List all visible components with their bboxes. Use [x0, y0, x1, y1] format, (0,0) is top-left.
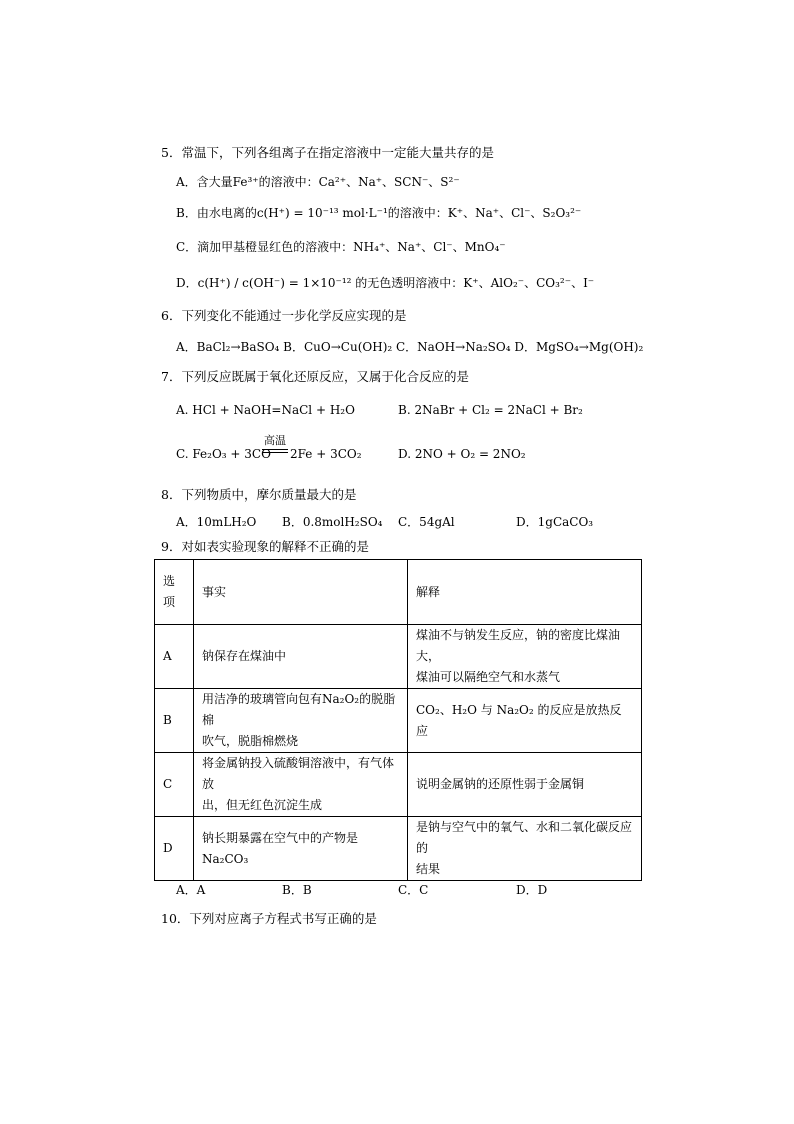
experiment-table	[154, 559, 642, 881]
row-option-cell: B	[155, 689, 194, 753]
fact-line: 将金属钠投入硫酸铜溶液中，有气体放	[202, 756, 395, 791]
table-row	[155, 625, 642, 689]
explanation-line: CO₂、H₂O 与 Na₂O₂ 的反应是放热反应	[416, 702, 622, 738]
table-row	[155, 817, 642, 881]
fact-line: 钠保存在煤油中	[202, 649, 287, 663]
question-5-stem: 5．常温下，下列各组离子在指定溶液中一定能大量共存的是	[161, 145, 494, 160]
reaction-condition: 高温	[264, 434, 286, 447]
row-fact-cell	[194, 753, 408, 817]
table-row	[155, 753, 642, 817]
header-option-cell	[155, 560, 194, 625]
question-8-option-b: B．0.8molH₂SO₄	[282, 515, 383, 529]
question-9-answer-a: A．A	[176, 883, 206, 897]
question-7-stem: 7．下列反应既属于氧化还原反应，又属于化合反应的是	[161, 369, 469, 384]
header-explanation-cell: 解释	[408, 560, 642, 625]
row-explanation-cell	[408, 817, 642, 881]
row-explanation-cell	[408, 625, 642, 689]
question-8-option-d: D．1gCaCO₃	[516, 515, 594, 529]
question-5-option-c: C．滴加甲基橙显红色的溶液中：NH₄⁺、Na⁺、Cl⁻、MnO₄⁻	[176, 240, 506, 254]
question-9-answer-b: B．B	[282, 883, 312, 897]
table-row	[155, 689, 642, 753]
question-6-options: A．BaCl₂→BaSO₄ B．CuO→Cu(OH)₂ C．NaOH→Na₂SO₄ D．MgSO₄→Mg(OH)₂	[176, 340, 644, 354]
question-7-option-c-left: C. Fe₂O₃ + 3CO	[176, 447, 271, 461]
row-fact-cell	[194, 689, 408, 753]
explanation-line: 结果	[416, 862, 441, 876]
equals-sign-line-top	[262, 449, 288, 450]
header-fact-cell: 事实	[194, 560, 408, 625]
explanation-line: 是钠与空气中的氧气、水和二氧化碳反应的	[416, 820, 633, 855]
question-8-option-a: A．10mLH₂O	[176, 515, 257, 529]
question-7-option-b: B. 2NaBr + Cl₂ = 2NaCl + Br₂	[398, 403, 583, 417]
row-option-cell: A	[155, 625, 194, 689]
fact-line: 出，但无红色沉淀生成	[202, 798, 323, 812]
header-option-label-1: 选	[163, 574, 176, 588]
question-7-option-d: D. 2NO + O₂ = 2NO₂	[398, 447, 526, 461]
row-fact-cell	[194, 817, 408, 881]
question-9-stem: 9．对如表实验现象的解释不正确的是	[161, 539, 369, 554]
question-10-stem: 10．下列对应离子方程式书写正确的是	[161, 911, 377, 926]
question-8-option-c: C．54gAl	[398, 515, 455, 529]
fact-line: 吹气，脱脂棉燃烧	[202, 734, 299, 748]
question-5-option-a: A．含大量Fe³⁺的溶液中：Ca²⁺、Na⁺、SCN⁻、S²⁻	[176, 175, 460, 189]
question-7-option-a: A. HCl + NaOH=NaCl + H₂O	[176, 403, 355, 417]
question-7-option-c-right: 2Fe + 3CO₂	[290, 447, 362, 461]
table-header-row	[155, 560, 642, 625]
row-explanation-cell	[408, 753, 642, 817]
row-explanation-cell	[408, 689, 642, 753]
fact-line: 钠长期暴露在空气中的产物是 Na₂CO₃	[202, 830, 359, 866]
question-5-option-d: D．c(H⁺) / c(OH⁻) = 1×10⁻¹² 的无色透明溶液中：K⁺、AlO₂⁻、CO₃²⁻、I⁻	[176, 276, 595, 290]
question-6-stem: 6．下列变化不能通过一步化学反应实现的是	[161, 308, 407, 323]
equals-sign-line-bottom	[262, 452, 288, 453]
explanation-line: 说明金属钠的还原性弱于金属铜	[416, 777, 585, 791]
row-option-cell: D	[155, 817, 194, 881]
question-9-answer-c: C．C	[398, 883, 429, 897]
explanation-line: 煤油不与钠发生反应，钠的密度比煤油大，	[416, 628, 621, 663]
question-8-stem: 8．下列物质中，摩尔质量最大的是	[161, 487, 357, 502]
fact-line: 用洁净的玻璃管向包有Na₂O₂的脱脂棉	[202, 692, 396, 727]
row-fact-cell	[194, 625, 408, 689]
header-option-label-2: 项	[163, 595, 176, 609]
question-9-answer-d: D．D	[516, 883, 548, 897]
row-option-cell: C	[155, 753, 194, 817]
question-5-option-b: B．由水电离的c(H⁺) = 10⁻¹³ mol·L⁻¹的溶液中：K⁺、Na⁺、Cl⁻、S₂O₃²⁻	[176, 206, 582, 220]
explanation-line: 煤油可以隔绝空气和水蒸气	[416, 670, 561, 684]
